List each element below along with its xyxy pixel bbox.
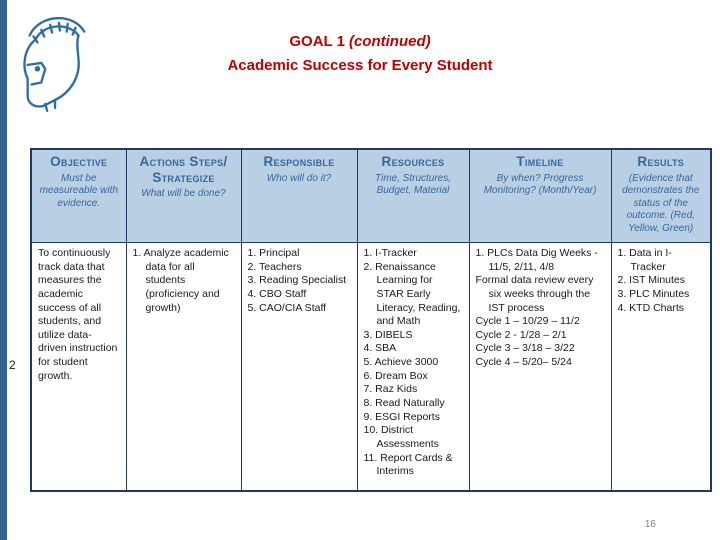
- header-label: Resources: [381, 154, 445, 169]
- list-item: 2. Teachers: [247, 260, 302, 273]
- left-accent-strip: [0, 0, 7, 540]
- list-item: 5. CAO/CIA Staff: [247, 301, 327, 314]
- row-number: 2: [9, 358, 16, 372]
- responsible-cell: [241, 243, 357, 492]
- header-label: Results: [637, 154, 685, 169]
- column-header-resources: [357, 149, 469, 243]
- page-number: 16: [644, 519, 656, 530]
- list-item: 4. CBO Staff: [247, 287, 307, 300]
- title-line-1: [0, 30, 720, 54]
- list-item: Cycle 3 – 3/18 – 3/22: [475, 342, 575, 355]
- header-row: [31, 149, 711, 243]
- list-item: Formal data review every six weeks through the IST process: [475, 274, 594, 314]
- objective-text: To continuously track data that measures the academic success of all students, and utilize data-driven instruction for student growth.: [38, 247, 118, 382]
- list-item: 1. Principal: [247, 247, 300, 259]
- title-goal: GOAL 1: [289, 33, 345, 50]
- column-header-responsible: [241, 149, 357, 243]
- goal-table: [30, 148, 712, 492]
- list-item: 8. Read Naturally: [363, 397, 445, 410]
- header-label: Timeline: [516, 154, 564, 169]
- column-header-results: [611, 149, 711, 243]
- header-subtext: Time, Structures, Budget, Material: [374, 172, 452, 197]
- resources-cell: [357, 243, 469, 492]
- list-item: Cycle 1 – 10/29 – 11/2: [475, 315, 580, 328]
- list-item: 1. I-Tracker: [363, 247, 417, 259]
- column-header-actions: [126, 149, 241, 243]
- list-item: 9. ESGI Reports: [363, 410, 440, 423]
- table-row: [31, 243, 711, 492]
- title-line-2: Academic Success for Every Student: [227, 57, 493, 74]
- header-label: Objective: [50, 154, 108, 169]
- list-item: 5. Achieve 3000: [363, 356, 439, 369]
- list-item: 7. Raz Kids: [363, 383, 418, 396]
- header-subtext: What will be done?: [141, 188, 226, 200]
- list-item: 4. SBA: [363, 342, 397, 355]
- header-label: Actions Steps/ Strategize: [139, 154, 228, 185]
- list-item: 3. DIBELS: [363, 328, 413, 341]
- objective-cell: [31, 243, 126, 492]
- list-item: Cycle 2 - 1/28 – 2/1: [475, 328, 567, 341]
- list-item: 2. IST Minutes: [617, 274, 686, 287]
- list-item: 1. Analyze academic data for all students (proficiency and growth): [132, 247, 229, 314]
- list-item: 1. Data in I-Tracker: [617, 247, 672, 273]
- list-item: 2. Renaissance Learning for STAR Early Literacy, Reading, and Math: [363, 260, 461, 328]
- list-item: 6. Dream Box: [363, 369, 428, 382]
- list-item: 3. Reading Specialist: [247, 274, 347, 287]
- header-subtext: (Evidence that demonstrates the status of the outcome. (Red, Yellow, Green): [622, 172, 700, 234]
- list-item: 10. District Assessments: [363, 424, 439, 450]
- timeline-cell: [469, 243, 611, 492]
- list-item: 4. KTD Charts: [617, 301, 685, 314]
- header-label: Responsible: [263, 154, 335, 169]
- column-header-objective: [31, 149, 126, 243]
- list-item: 1. PLCs Data Dig Weeks - 11/5, 2/11, 4/8: [475, 247, 598, 273]
- list-item: Cycle 4 – 5/20– 5/24: [475, 356, 572, 369]
- list-item: 11. Report Cards & Interims: [363, 451, 453, 478]
- list-item: 3. PLC Minutes: [617, 287, 690, 300]
- column-header-timeline: [469, 149, 611, 243]
- header-subtext: Who will do it?: [266, 172, 332, 184]
- slide-title: [0, 30, 720, 78]
- header-subtext: Must be measureable with evidence.: [39, 172, 118, 209]
- title-continued: (continued): [348, 33, 431, 50]
- actions-cell: [126, 243, 241, 492]
- header-subtext: By when? Progress Monitoring? (Month/Year): [483, 172, 597, 197]
- results-cell: [611, 243, 711, 492]
